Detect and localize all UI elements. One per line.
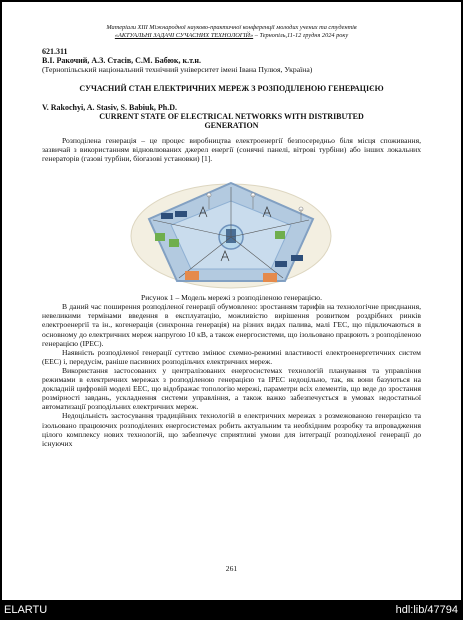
figure-network-model — [125, 173, 338, 291]
document-page — [2, 2, 461, 600]
footer-handle: hdl:lib/47794 — [395, 604, 458, 616]
paragraph-4: Використання застосованих у централізованих енергосистемах технологій планування та управління режимами в електричних мережах з розподіленою генерацією та ІРЕС недоцільно, так, як вони базуються на докладній цифровій моделі ЕЕС, що відображає топологію мережі, параметри всіх елементів, що веде до зростання розмірності завдань, ускладнення системи управління, а також важко забезпечується в умовах недостатньої автоматизації розподільних електричних мереж. — [42, 365, 421, 412]
header-line-1: Матеріали XIII Міжнародної науково-практичної конференції молодих учених та студентів — [106, 24, 357, 31]
paragraph-1: Розподілена генерація – це процес виробництва електроенергії безпосередньо біля місця споживання, зазвичай з використанням відновлюваних джерел енергії (сонячні панелі, вітрові турбіни) або інших локальних генераторів (газові турбіни, біогазові установки) [1]. — [42, 136, 421, 164]
authors-ua: В.І. Ракочий, А.З. Стасів, С.М. Бабюк, к.т.н. — [42, 56, 202, 65]
conference-name: «АКТУАЛЬНІ ЗАДАЧІ СУЧАСНИХ ТЕХНОЛОГІЙ» — [114, 32, 254, 39]
paragraph-3: Наявність розподіленої генерації суттєво змінює схемно-режимні властивості електроенергетичних систем (ЕЕС) і, передусім, раніше пасивних розподільчих електричних мереж. — [42, 347, 421, 366]
title-en — [42, 112, 421, 130]
header-line-2 — [42, 32, 421, 40]
title-en-line-2: GENERATION — [204, 121, 259, 130]
conference-header — [42, 24, 421, 40]
network-diagram-illustration — [125, 173, 338, 291]
authors-en: V. Rakochyi, A. Stasiv, S. Babiuk, Ph.D. — [42, 103, 178, 112]
title-ua: СУЧАСНИЙ СТАН ЕЛЕКТРИЧНИХ МЕРЕЖ З РОЗПОДІЛЕНОЮ ГЕНЕРАЦІЄЮ — [79, 84, 384, 93]
paragraph-5: Недоцільність застосування традиційних технологій в електричних мережах з розмежованою генерацією та ізольовано працюючих розподілених енергосистемах робить актуальним та необхідним розробку та впровадження цілого комплексу нових технологій, що забезпечує сприятливі умови для інтеграції розподіленої генерації до існуючих — [42, 411, 421, 448]
footer-bar — [0, 600, 463, 620]
paragraph-2: В даний час поширення розподіленої генерації обумовлено: зростанням тарифів на технологічне приєднання, невеликими термінами введення в експлуатацію, можливістю вирішення розвитком роздрібних ринків електроенергії та ін., когенерація (синхронна генерація) на різних видах палива, малі ГЕС, що підключаються в основному до електричних мереж напругою 10 кВ, а також енергосистеми, що ізольовано працюють з розподіленою генерацією (ІРЕС). — [42, 302, 421, 348]
udc-code: 621.311 — [42, 47, 68, 56]
affiliation: (Тернопільський національний технічний університет імені Івана Пулюя, Україна) — [42, 65, 313, 74]
figure-caption: Рисунок 1 – Модель мережі з розподіленою генерацією. — [140, 293, 322, 303]
page-number: 261 — [225, 564, 238, 573]
title-en-line-1: CURRENT STATE OF ELECTRICAL NETWORKS WITH DISTRIBUTED — [99, 112, 364, 121]
footer-repository: ELARTU — [4, 604, 48, 616]
conference-date: – Тернопіль,11-12 грудня 2024 року — [253, 32, 349, 39]
